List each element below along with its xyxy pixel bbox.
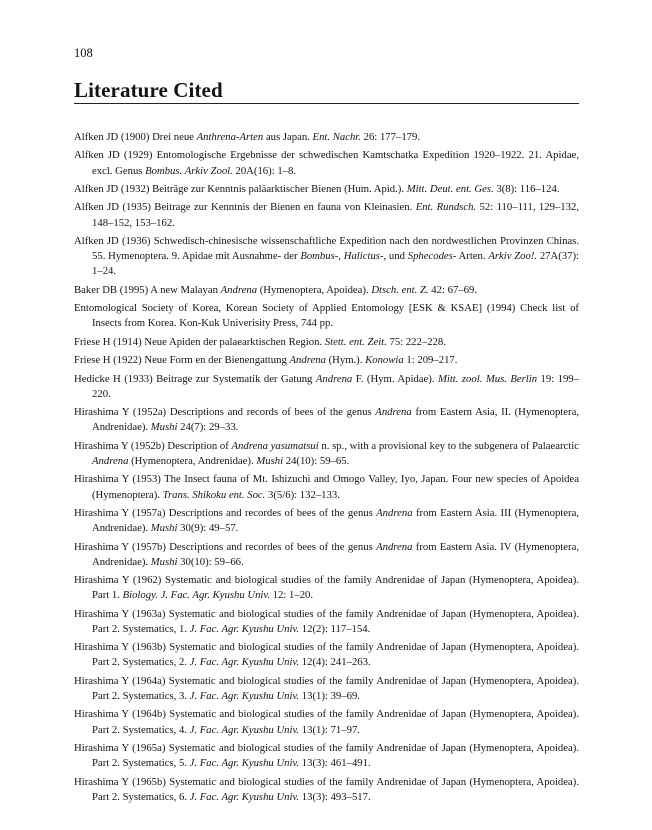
reference-text: Hirashima Y (1965a) Systematic and biological studies of the family Andrenidae of Japan (Hymenoptera, Apoidea). Part 2. Systematics, 5.	[74, 742, 579, 770]
reference-entry	[74, 372, 579, 402]
reference-entry	[74, 741, 579, 771]
heading-rule	[74, 103, 579, 104]
reference-text: Hirashima Y (1964a) Systematic and biological studies of the family Andrenidae of Japan (Hymenoptera, Apoidea). Part 2. Systematics, 3.	[74, 674, 579, 703]
reference-text: Hirashima Y (1965b) Systematic and biological studies of the family Andrenidae of Japan (Hymenoptera, Apoidea). Part 2. Systematics, 6.	[74, 775, 579, 803]
reference-entry	[74, 130, 579, 145]
page-number: 108	[74, 46, 93, 60]
reference-text: Hedicke H (1933) Beitrage zur Systematik der Gatung	[74, 372, 316, 385]
section-heading: Literature Cited	[74, 78, 223, 102]
reference-italic-text: Andrena	[315, 372, 353, 385]
reference-italic-text: Ent. Rundsch.	[415, 201, 477, 214]
reference-entry	[74, 148, 579, 178]
reference-text: 42: 67–69.	[428, 283, 478, 296]
reference-italic-text: J. Fac. Agr. Kyushu Univ.	[189, 757, 300, 770]
reference-italic-text: Andrena	[375, 406, 412, 419]
reference-entry	[74, 439, 579, 469]
reference-text: Hirashima Y (1953) The Insect fauna of Mt. Ishizuchi and Omogo Valley, Iyo, Japan. Four new species of Apoidea (Hymenoptera).	[74, 473, 579, 501]
reference-entry	[74, 573, 579, 603]
reference-text: (Hymenoptera, Apoidea).	[257, 283, 372, 296]
reference-entry	[74, 506, 579, 536]
reference-entry	[74, 182, 579, 197]
reference-entry	[74, 540, 579, 570]
reference-text: n. sp., with a provisional key to the subgenera of Palaearctic	[318, 439, 579, 452]
reference-text: Friese H (1914) Neue Apiden der palaearktischen Region.	[74, 335, 325, 348]
reference-italic-text: Trans. Shikoku ent. Soc.	[162, 488, 266, 501]
reference-italic-text: Mushi	[150, 555, 178, 568]
reference-list	[74, 130, 579, 808]
reference-text: from Eastern Asia. IV (Hymenoptera, Andrenidae).	[92, 540, 579, 568]
reference-italic-text: Andrena	[376, 540, 413, 553]
reference-entry	[74, 234, 579, 280]
reference-text: Alfken JD (1932) Beiträge zur Kenntnis paläarktischer Bienen (Hum. Apid.).	[74, 182, 407, 195]
reference-text: Hirashima Y (1952b) Description of	[74, 439, 232, 452]
reference-entry	[74, 640, 579, 670]
reference-italic-text: Andrena	[289, 354, 326, 367]
reference-text: Hirashima Y (1962) Systematic and biological studies of the family Andrenidae of Japan (Hymenoptera, Apoidea). Part 1.	[74, 574, 579, 602]
reference-italic-text: Mushi	[150, 522, 178, 535]
reference-text: Alfken JD (1935) Beitrage zur Kenntnis der Bienen en fauna von Kleinasien.	[74, 201, 416, 214]
reference-italic-text: Dtsch. ent. Z.	[371, 283, 429, 296]
reference-entry	[74, 353, 579, 368]
reference-italic-text: J. Fac. Agr. Kyushu Univ.	[189, 790, 300, 803]
reference-italic-text: J. Fac. Agr. Kyushu Univ.	[189, 622, 300, 635]
reference-text: 20A(16): 1–8.	[232, 164, 297, 177]
reference-text: 13(1): 71–97.	[299, 723, 360, 736]
reference-text: 30(10): 59–66.	[177, 555, 244, 568]
reference-text: Alfken JD (1936) Schwedisch-chinesische wissenschaftliche Expedition nach den nordwestlichen Provinzen Chinas. 55. Hymenoptera. 9. Apidae mit Ausnahme- der	[74, 234, 579, 263]
reference-text: Friese H (1922) Neue Form en der Bienengattung	[74, 354, 290, 367]
reference-text: 12(4): 241–263.	[299, 656, 371, 669]
reference-italic-text: Biology. J. Fac. Agr. Kyushu Univ.	[122, 589, 271, 602]
reference-italic-text: Mushi	[150, 421, 178, 434]
reference-text: 52: 110–111, 129–132, 148–152, 153–162.	[92, 201, 579, 229]
reference-text: Arten.	[456, 250, 489, 263]
reference-text: 12(2): 117–154.	[299, 622, 371, 635]
reference-text: (Hymenoptera, Andrenidae).	[128, 454, 257, 467]
reference-text: 19: 199–220.	[92, 372, 579, 400]
reference-entry	[74, 607, 579, 637]
reference-text: aus Japan.	[263, 131, 313, 143]
reference-entry	[74, 674, 579, 704]
reference-text: 27A(37): 1–24.	[92, 250, 580, 278]
reference-text: from Eastern Asia, II. (Hymenoptera, Andrenidae).	[92, 406, 579, 434]
reference-text: 1: 209–217.	[403, 354, 458, 367]
reference-italic-text: Mitt. zool. Mus. Berlin	[437, 372, 538, 385]
reference-entry	[74, 472, 579, 502]
reference-italic-text: Andrena yasumatsui	[231, 439, 319, 452]
reference-text: Baker DB (1995) A new Malayan	[74, 283, 221, 296]
reference-italic-text: J. Fac. Agr. Kyushu Univ.	[189, 656, 300, 669]
reference-text: 12: 1–20.	[270, 589, 314, 602]
reference-text: und	[386, 250, 408, 263]
reference-italic-text: Arkiv Zoo!.	[488, 250, 538, 263]
reference-text: Alfken JD (1900) Drei neue	[74, 131, 197, 143]
reference-text: Hirashima Y (1963a) Systematic and biological studies of the family Andrenidae of Japan (Hymenoptera, Apoidea). Part 2. Systematics, 1.	[74, 607, 579, 635]
reference-text: (Hym.).	[325, 354, 366, 367]
reference-text: 24(10): 59–65.	[283, 454, 350, 467]
reference-entry	[74, 301, 579, 331]
reference-text: 13(1): 39–69.	[299, 690, 360, 703]
reference-italic-text: Bombus-, Halictus-,	[300, 250, 387, 263]
reference-text: F. (Hym. Apidae).	[352, 372, 438, 385]
reference-italic-text: Andrena	[220, 283, 258, 296]
reference-italic-text: Andrena	[376, 506, 413, 519]
reference-italic-text: Konowia	[365, 354, 404, 367]
reference-italic-text: J. Fac. Agr. Kyushu Univ.	[189, 690, 300, 703]
reference-text: 75: 222–228.	[386, 335, 446, 348]
reference-text: Hirashima Y (1963b) Systematic and biological studies of the family Andrenidae of Japan (Hymenoptera, Apoidea). Part 2. Systematics, 2.	[74, 641, 579, 669]
reference-text: 3(5/6): 132–133.	[265, 488, 340, 501]
reference-italic-text: Mitt. Deut. ent. Ges.	[406, 182, 494, 195]
reference-text: 30(9): 49–57.	[177, 522, 239, 535]
reference-text: 13(3): 461–491.	[299, 757, 371, 770]
reference-italic-text: Stett. ent. Zeit.	[324, 335, 387, 348]
reference-entry	[74, 283, 579, 298]
reference-text: Hirashima Y (1952a) Descriptions and records of bees of the genus	[74, 406, 376, 419]
reference-italic-text: Mushi	[256, 454, 284, 467]
reference-entry	[74, 405, 579, 435]
reference-entry	[74, 335, 579, 350]
reference-text: 24(7): 29–33.	[177, 421, 239, 434]
reference-text: Alfken JD (1929) Entomologische Ergebnisse der schwedischen Kamtschatka Expedition 1920–1922. 21. Apidae, excl. Genus	[74, 149, 579, 177]
reference-entry	[74, 775, 579, 805]
reference-text: Entomological Society of Korea, Korean Society of Applied Entomology [ESK & KSAE] (1994) Check list of Insects from Korea. Kon-Kuk Univerisity Press, 744 pp.	[74, 302, 579, 330]
reference-italic-text: Ent. Nachr.	[312, 131, 361, 143]
reference-italic-text: Bombus. Arkiv Zool.	[145, 164, 233, 177]
reference-text: Hirashima Y (1964b) Systematic and biological studies of the family Andrenidae of Japan (Hymenoptera, Apoidea). Part 2. Systematics, 4.	[74, 708, 579, 736]
reference-text: from Eastern Asia. III (Hymenoptera, Andrenidae).	[92, 506, 579, 535]
reference-italic-text: J. Fac. Agr. Kyushu Univ.	[189, 723, 300, 736]
reference-italic-text: Anthrena-Arten	[196, 131, 264, 143]
reference-entry	[74, 707, 579, 737]
reference-text: 3(8): 116–124.	[493, 182, 560, 195]
reference-text: Hirashima Y (1957a) Descriptions and recordes of bees of the genus	[74, 506, 377, 519]
reference-italic-text: Sphecodes-	[407, 250, 457, 263]
reference-text: 13(3): 493–517.	[299, 790, 371, 803]
reference-italic-text: Andrena	[92, 454, 129, 467]
reference-text: Hirashima Y (1957b) Descriptions and recordes of bees of the genus	[74, 540, 377, 553]
reference-text: 26: 177–179.	[360, 131, 421, 143]
reference-entry	[74, 200, 579, 230]
